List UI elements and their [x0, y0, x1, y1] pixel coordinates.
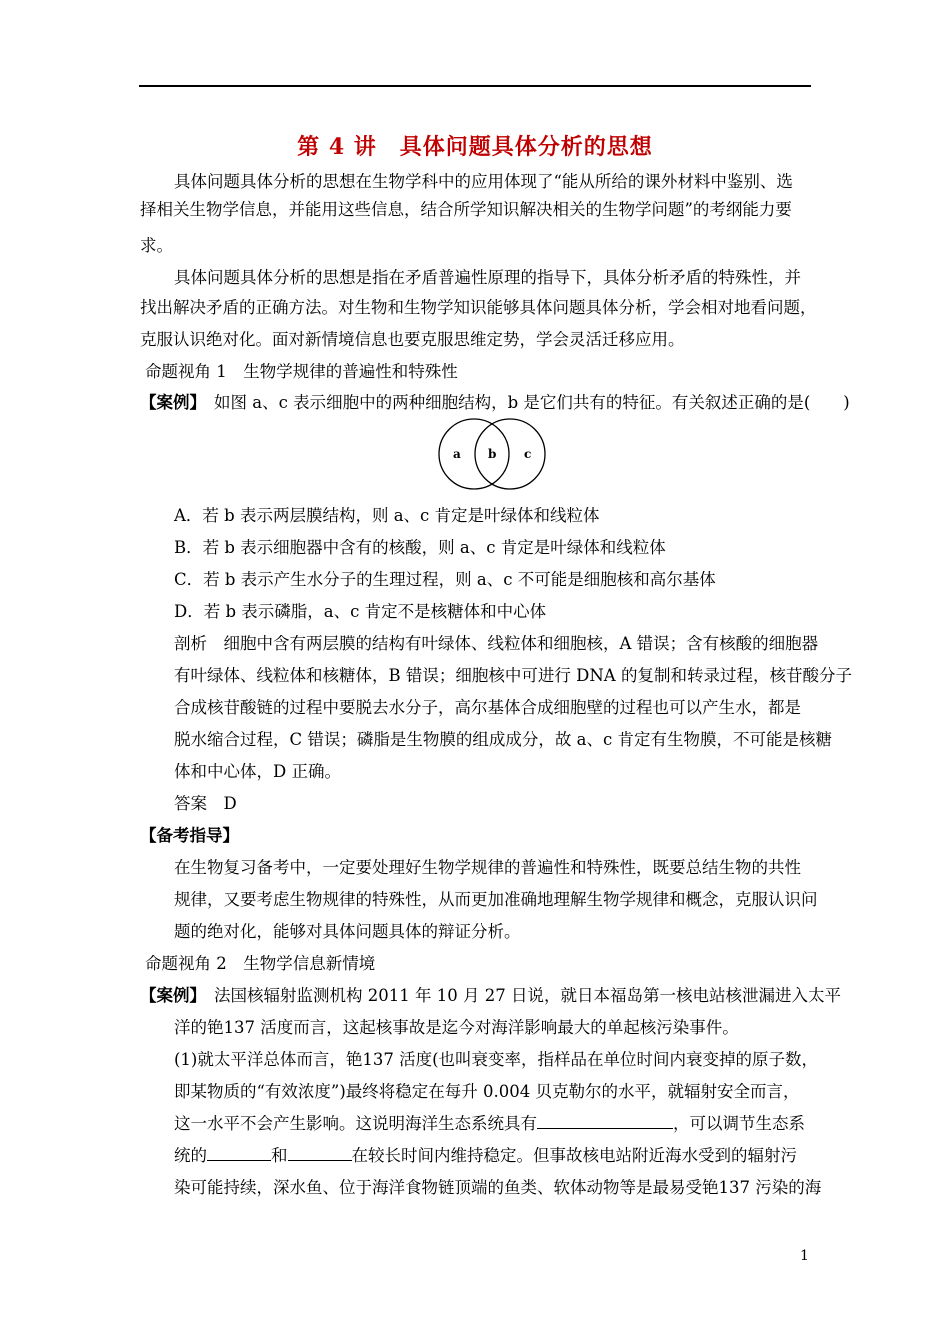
section2-heading: 命题视角 2 生物学信息新情境 — [145, 954, 376, 973]
intro-p2-line: 具体问题具体分析的思想是指在矛盾普遍性原理的指导下，具体分析矛盾的特殊性，并 — [174, 268, 801, 287]
analysis-line: 体和中心体，D 正确。 — [174, 762, 341, 781]
guide-line: 在生物复习备考中，一定要处理好生物学规律的普遍性和特殊性，既要总结生物的共性 — [174, 858, 801, 877]
venn-diagram — [436, 415, 548, 495]
case-tag: 【案例】 — [140, 986, 206, 1005]
analysis-line: 合成核苷酸链的过程中要脱去水分子，高尔基体合成细胞壁的过程也可以产生水，都是 — [174, 698, 801, 717]
question-text: ，可以调节生态系 — [673, 1114, 805, 1133]
option-a: A．若 b 表示两层膜结构，则 a、c 肯定是叶绿体和线粒体 — [174, 506, 600, 525]
case-text: 法国核辐射监测机构 2011 年 10 月 27 日说，就日本福岛第一核电站核泄漏进入太平 — [214, 986, 841, 1005]
page-number: 1 — [800, 1248, 809, 1264]
question-line: (1)就太平洋总体而言，铯137 活度(也叫衰变率，指样品在单位时间内衰变掉的原子数， — [174, 1050, 819, 1069]
intro-p1-line: 求。 — [140, 236, 173, 255]
answer-blank[interactable] — [537, 1114, 673, 1129]
intro-p1-line: 择相关生物学信息，并能用这些信息，结合所学知识解决相关的生物学问题”的考纲能力要 — [140, 200, 792, 219]
guide-tag: 【备考指导】 — [140, 826, 239, 845]
section2-case — [140, 984, 841, 1008]
analysis-line: 脱水缩合过程，C 错误；磷脂是生物膜的组成成分，故 a、c 肯定有生物膜，不可能是核糖 — [174, 730, 832, 749]
intro-p2-line: 找出解决矛盾的正确方法。对生物和生物学知识能够具体问题具体分析，学会相对地看问题， — [140, 298, 817, 317]
guide-line: 题的绝对化，能够对具体问题具体的辩证分析。 — [174, 922, 521, 941]
option-c: C．若 b 表示产生水分子的生理过程，则 a、c 不可能是细胞核和高尔基体 — [174, 570, 716, 589]
venn-label-c: c — [524, 447, 532, 461]
question-line: 即某物质的“有效浓度”)最终将稳定在每升 0.004 贝克勒尔的水平，就辐射安全而言， — [174, 1082, 800, 1101]
answer: 答案 D — [174, 794, 237, 813]
section1-heading: 命题视角 1 生物学规律的普遍性和特殊性 — [145, 362, 458, 381]
venn-label-b: b — [488, 447, 497, 461]
option-d: D．若 b 表示磷脂，a、c 肯定不是核糖体和中心体 — [174, 602, 547, 621]
venn-circle-right — [475, 419, 545, 489]
header-rule — [139, 85, 811, 87]
question-text: 统的 — [174, 1146, 207, 1165]
question-line — [174, 1144, 797, 1168]
question-text: 在较长时间内维持稳定。但事故核电站附近海水受到的辐射污 — [351, 1146, 797, 1165]
question-text: 这一水平不会产生影响。这说明海洋生态系统具有 — [174, 1114, 537, 1133]
analysis-line: 剖析 细胞中含有两层膜的结构有叶绿体、线粒体和细胞核，A 错误；含有核酸的细胞器 — [174, 634, 819, 653]
analysis-line: 有叶绿体、线粒体和核糖体，B 错误；细胞核中可进行 DNA 的复制和转录过程，核苷酸分子 — [174, 666, 852, 685]
answer-blank[interactable] — [288, 1146, 352, 1161]
answer-blank[interactable] — [207, 1146, 271, 1161]
intro-p2-line: 克服认识绝对化。面对新情境信息也要克服思维定势，学会灵活迁移应用。 — [140, 330, 685, 349]
venn-circle-left — [439, 419, 509, 489]
section1-case — [140, 391, 850, 415]
venn-label-a: a — [453, 447, 461, 461]
question-text: 和 — [271, 1146, 288, 1165]
intro-p1-line: 具体问题具体分析的思想在生物学科中的应用体现了“能从所给的课外材料中鉴别、选 — [174, 172, 793, 191]
case-tag: 【案例】 — [140, 393, 206, 412]
guide-line: 规律，又要考虑生物规律的特殊性，从而更加准确地理解生物学规律和概念，克服认识问 — [174, 890, 818, 909]
page-title: 第 4 讲 具体问题具体分析的思想 — [297, 134, 653, 160]
option-b: B．若 b 表示细胞器中含有的核酸，则 a、c 肯定是叶绿体和线粒体 — [174, 538, 666, 557]
question-line — [174, 1112, 805, 1136]
case-text: 洋的铯137 活度而言，这起核事故是迄今对海洋影响最大的单起核污染事件。 — [174, 1018, 739, 1037]
question-line: 染可能持续，深水鱼、位于海洋食物链顶端的鱼类、软体动物等是最易受铯137 污染的海 — [174, 1178, 822, 1197]
case-text: 如图 a、c 表示细胞中的两种细胞结构，b 是它们共有的特征。有关叙述正确的是( ) — [214, 393, 850, 412]
